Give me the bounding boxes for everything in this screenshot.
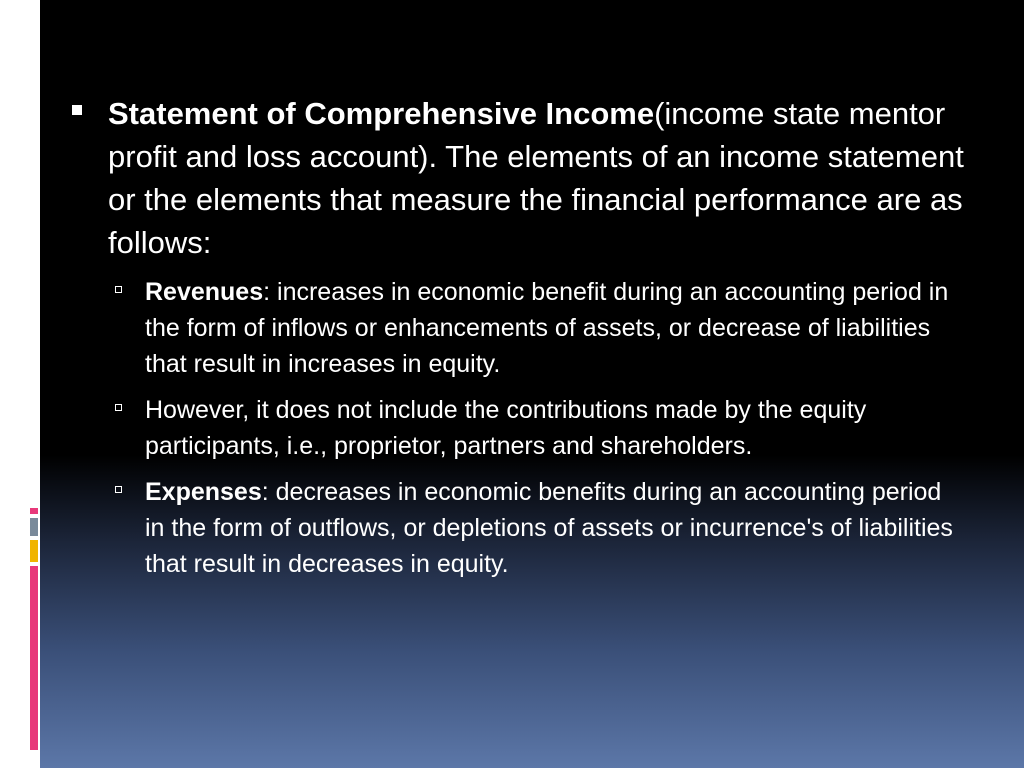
square-bullet-icon — [72, 105, 82, 115]
decorative-bar-gray — [30, 518, 38, 536]
hollow-square-bullet-icon — [115, 286, 122, 293]
sub-bullet-text: : increases in economic benefit during an accounting period in the form of inflows or enhancements of assets, or decrease of liabilities that result in increases in equity. — [145, 278, 949, 378]
decorative-bar — [12, 44, 16, 116]
sub-bullet-however — [145, 392, 967, 464]
sub-bullet-term: Expenses — [145, 478, 262, 506]
sub-bullet-text: However, it does not include the contributions made by the equity participants, i.e., proprietor, partners and shareholders. — [145, 396, 867, 460]
decorative-bar — [18, 30, 22, 126]
decorative-bar — [6, 22, 10, 126]
sub-bullet-expenses — [145, 474, 967, 582]
decorative-bar — [0, 38, 4, 126]
sub-bullet-term: Revenues — [145, 278, 264, 306]
main-bullet-term: Statement of Comprehensive Income — [108, 96, 655, 131]
sub-bullet-text: : decreases in economic benefits during an accounting period in the form of outflows, or depletions of assets or incurrence's of liabilities that result in decreases in equity. — [145, 478, 953, 578]
hollow-square-bullet-icon — [115, 404, 122, 411]
left-margin-strip — [0, 0, 40, 768]
sub-bullet-revenues — [145, 274, 967, 382]
decorative-bar-yellow — [30, 540, 38, 562]
main-bullet-text: (income state mentor profit and loss account). The elements of an income statement or the elements that measure the financial performance are as follows: — [108, 96, 964, 260]
slide-content — [108, 92, 968, 582]
decorative-bar-pink — [30, 508, 38, 514]
main-bullet — [108, 92, 968, 264]
hollow-square-bullet-icon — [115, 486, 122, 493]
decorative-bar-pink-long — [30, 566, 38, 750]
